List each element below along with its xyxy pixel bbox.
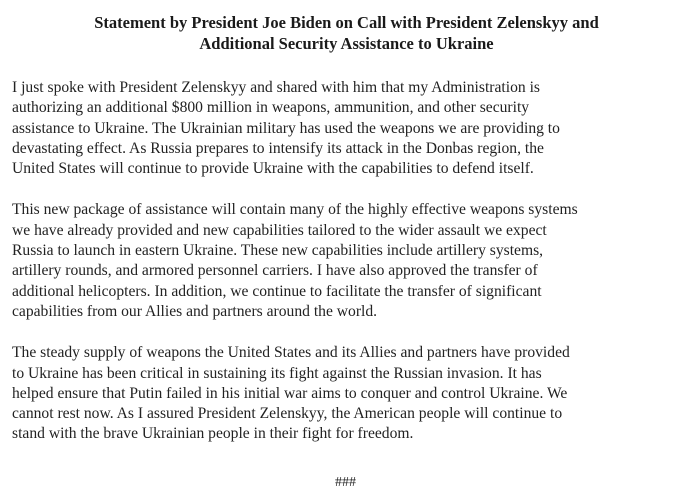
text-line: stand with the brave Ukrainian people in their fight for freedom. <box>12 425 414 443</box>
text-line: cannot rest now. As I assured President Zelenskyy, the American people will continue to <box>12 405 563 423</box>
text-line: to Ukraine has been critical in sustaining its fight against the Russian invasion. It has <box>12 364 542 382</box>
paragraph-3 <box>12 343 681 444</box>
paragraph-2 <box>12 200 681 322</box>
text-line: additional helicopters. In addition, we continue to facilitate the transfer of significant <box>12 282 542 300</box>
text-line: Russia to launch in eastern Ukraine. These new capabilities include artillery systems, <box>12 242 544 260</box>
end-of-statement-mark: ### <box>335 475 356 490</box>
text-line: devastating effect. As Russia prepares to intensify its attack in the Donbas region, the <box>12 139 544 157</box>
statement-title <box>12 12 681 54</box>
paragraph-1 <box>12 78 681 179</box>
text-line: helped ensure that Putin failed in his initial war aims to conquer and control Ukraine. We <box>12 384 568 402</box>
statement-body <box>12 78 681 445</box>
title-line: Additional Security Assistance to Ukraine <box>199 34 494 53</box>
text-line: artillery rounds, and armored personnel carriers. I have also approved the transfer of <box>12 262 538 280</box>
text-line: capabilities from our Allies and partners around the world. <box>12 302 378 320</box>
text-line: The steady supply of weapons the United States and its Allies and partners have provided <box>12 344 570 362</box>
text-line: This new package of assistance will contain many of the highly effective weapons systems <box>12 201 578 219</box>
text-line: assistance to Ukraine. The Ukrainian military has used the weapons we are providing to <box>12 119 560 137</box>
text-line: I just spoke with President Zelenskyy and shared with him that my Administration is <box>12 79 540 96</box>
text-line: authorizing an additional $800 million in weapons, ammunition, and other security <box>12 99 530 117</box>
title-line: Statement by President Joe Biden on Call with President Zelenskyy and <box>94 13 599 32</box>
text-line: we have already provided and new capabilities tailored to the wider assault we expect <box>12 221 547 239</box>
text-line: United States will continue to provide Ukraine with the capabilities to defend itself. <box>12 160 534 178</box>
